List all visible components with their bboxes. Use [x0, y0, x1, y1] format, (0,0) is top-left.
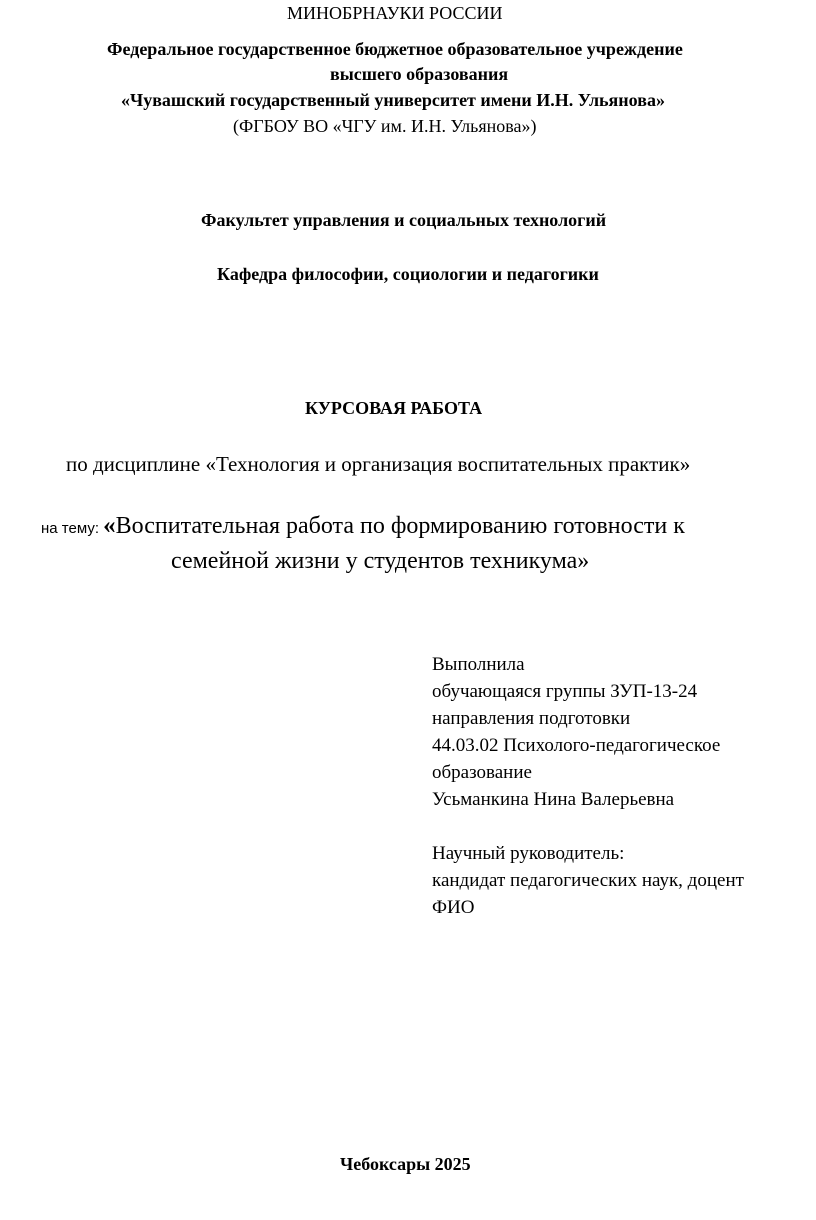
supervisor-name: ФИО	[432, 897, 475, 918]
university-abbreviation: (ФГБОУ ВО «ЧГУ им. И.Н. Ульянова»)	[233, 116, 537, 136]
author-direction-label: направления подготовки	[432, 708, 631, 729]
author-group: обучающаяся группы ЗУП-13-24	[432, 681, 698, 702]
topic-line-1	[41, 513, 685, 538]
institution-line-2: высшего образования	[330, 64, 509, 84]
university-name: «Чувашский государственный университет имени И.Н. Ульянова»	[121, 90, 665, 110]
department-name: Кафедра философии, социологии и педагогики	[217, 264, 599, 284]
topic-text-line-2: семейной жизни у студентов техникума»	[171, 548, 590, 574]
author-direction-end: образование	[432, 762, 532, 783]
topic-prefix: на тему:	[41, 520, 104, 537]
author-block	[432, 651, 744, 921]
author-label: Выполнила	[432, 654, 525, 675]
ministry-name: МИНОБРНАУКИ РОССИИ	[287, 3, 503, 23]
supervisor-title: кандидат педагогических наук, доцент	[432, 870, 744, 891]
city-year: Чебоксары 2025	[340, 1154, 471, 1174]
faculty-name: Факультет управления и социальных технологий	[201, 210, 607, 230]
author-name: Усьманкина Нина Валерьевна	[432, 789, 675, 810]
author-direction-code: 44.03.02 Психолого-педагогическое	[432, 735, 721, 756]
supervisor-label: Научный руководитель:	[432, 843, 625, 864]
topic-text-line-1: Воспитательная работа по формированию готовности к	[115, 513, 685, 539]
institution-line-1: Федеральное государственное бюджетное образовательное учреждение	[107, 39, 683, 59]
topic-open-quote: «	[103, 512, 116, 539]
work-type: КУРСОВАЯ РАБОТА	[305, 398, 483, 418]
discipline: по дисциплине «Технология и организация воспитательных практик»	[66, 452, 691, 476]
